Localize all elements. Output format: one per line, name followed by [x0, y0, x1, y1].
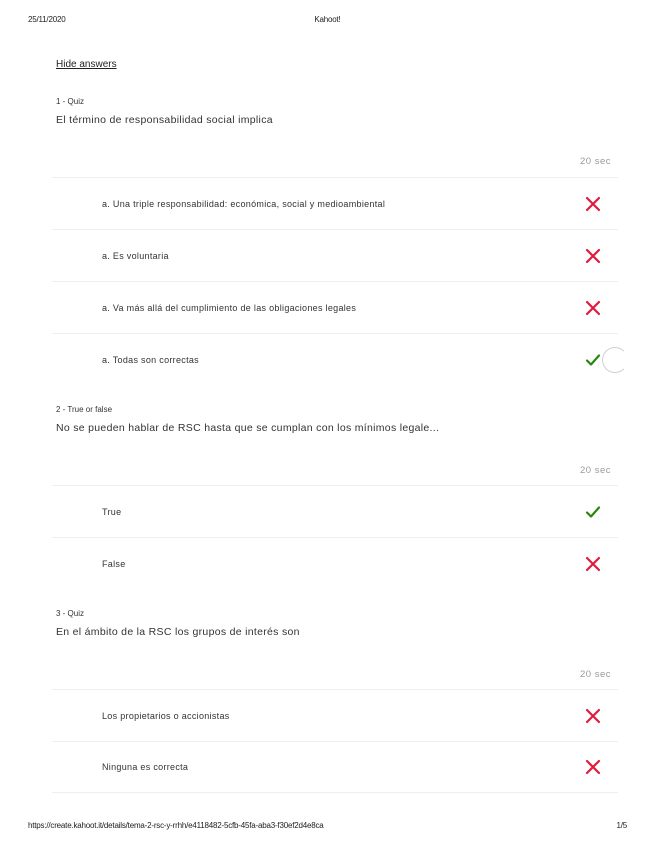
incorrect-icon	[584, 758, 602, 776]
spinner-ring-icon	[602, 347, 628, 373]
answer-row	[52, 177, 618, 229]
answer-row	[52, 741, 618, 793]
answer-row	[52, 333, 618, 385]
question-text: En el ámbito de la RSC los grupos de interés son	[56, 626, 300, 638]
hide-answers-link[interactable]: Hide answers	[56, 59, 117, 70]
correct-check-icon	[584, 351, 602, 369]
answer-row	[52, 229, 618, 281]
question-label: 1 - Quiz	[56, 97, 85, 106]
answer-text: False	[102, 558, 126, 569]
answer-text: a. Una triple responsabilidad: económica, social y medioambiental	[102, 198, 386, 209]
answer-row	[52, 689, 618, 741]
question-text: El término de responsabilidad social implica	[56, 114, 273, 126]
question-text: No se pueden hablar de RSC hasta que se cumplan con los mínimos legale...	[56, 422, 440, 434]
print-date: 25/11/2020	[28, 15, 66, 24]
incorrect-icon	[584, 195, 602, 213]
answer-text: a. Va más allá del cumplimiento de las obligaciones legales	[102, 302, 357, 313]
question-time: 20 sec	[580, 465, 611, 476]
incorrect-icon	[584, 247, 602, 265]
incorrect-icon	[584, 707, 602, 725]
answer-row	[52, 537, 618, 589]
print-title: Kahoot!	[314, 15, 341, 24]
answer-text: True	[102, 506, 122, 517]
question-label: 2 - True or false	[56, 405, 113, 414]
answer-text: a. Es voluntaria	[102, 250, 169, 261]
answer-text: Los propietarios o accionistas	[102, 710, 230, 721]
incorrect-icon	[584, 299, 602, 317]
question-time: 20 sec	[580, 156, 611, 167]
question-time: 20 sec	[580, 669, 611, 680]
print-header	[28, 15, 627, 27]
answer-text: a. Todas son correctas	[102, 354, 199, 365]
incorrect-icon	[584, 555, 602, 573]
print-footer	[28, 821, 627, 833]
correct-check-icon	[584, 503, 602, 521]
answer-text: Ninguna es correcta	[102, 762, 189, 772]
print-url: https://create.kahoot.it/details/tema-2-rsc-y-rrhh/e4118482-5cfb-45fa-aba3-f30ef2d4e8ca	[28, 821, 324, 830]
answer-row	[52, 485, 618, 537]
question-label: 3 - Quiz	[56, 609, 85, 618]
answer-row	[52, 281, 618, 333]
page-number: 1/5	[616, 821, 627, 830]
